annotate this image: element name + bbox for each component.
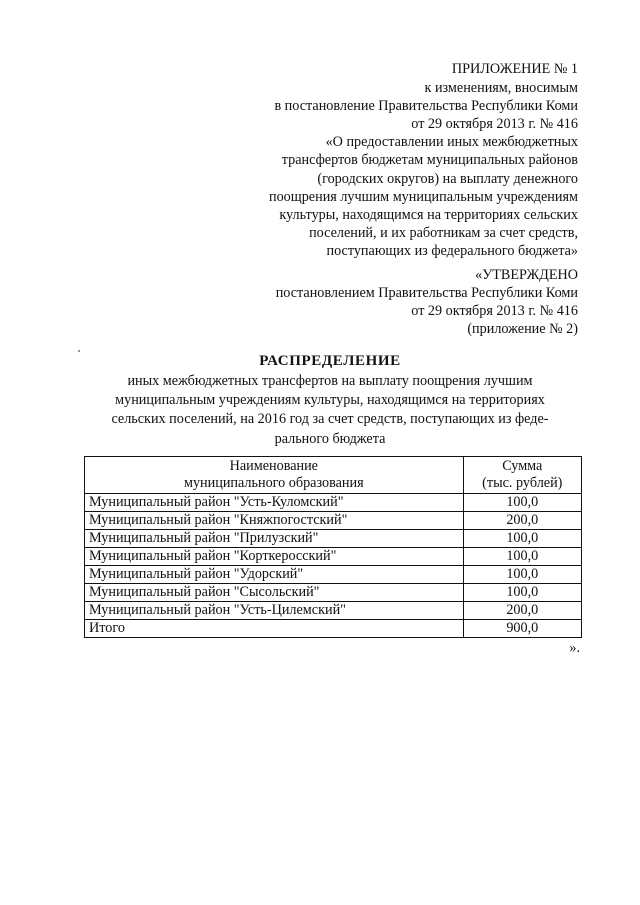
column-header-amount-line: Сумма [502,458,543,474]
total-amount-cell: 900,0 [463,620,581,638]
table-row [85,602,582,620]
closing-quote: ». [569,640,580,656]
row-amount-cell: 200,0 [463,512,581,530]
table-row [85,548,582,566]
heading-subtitle-line: иных межбюджетных трансфертов на выплату поощрения лучшим [127,373,533,389]
table-row [85,584,582,602]
row-amount-cell: 100,0 [463,548,581,566]
appendix-line: «О предоставлении иных межбюджетных [325,134,578,151]
appendix-line: культуры, находящимся на территориях сельских [279,206,578,223]
appendix-line: к изменениям, вносимым [424,80,578,97]
row-amount-cell: 100,0 [463,494,581,512]
column-header-amount [463,457,581,494]
column-header-amount-line: (тыс. рублей) [482,475,563,491]
table-row [85,566,582,584]
row-name-cell: Муниципальный район "Корткеросский" [85,548,464,566]
table-row [85,530,582,548]
heading-title: РАСПРЕДЕЛЕНИЕ [259,353,401,369]
approved-block [198,266,578,338]
column-header-name-line: муниципального образования [183,475,364,491]
row-name-cell: Муниципальный район "Прилузский" [85,530,464,548]
row-name-cell: Муниципальный район "Княжпогостский" [85,512,464,530]
approved-line: от 29 октября 2013 г. № 416 [411,303,578,320]
distribution-table [84,456,582,638]
table-row [85,512,582,530]
table-header-row [85,457,582,494]
row-name-cell: Муниципальный район "Усть-Цилемский" [85,602,464,620]
row-name-cell: Муниципальный район "Удорский" [85,566,464,584]
total-label-cell: Итого [85,620,464,638]
document-heading [80,352,580,448]
appendix-line: от 29 октября 2013 г. № 416 [411,116,578,133]
column-header-name-line: Наименование [229,458,318,474]
row-name-cell: Муниципальный район "Усть-Куломский" [85,494,464,512]
approved-line: постановлением Правительства Республики Коми [275,285,578,302]
table-row [85,494,582,512]
appendix-title: ПРИЛОЖЕНИЕ № 1 [451,61,578,77]
row-name-cell: Муниципальный район "Сысольский" [85,584,464,602]
appendix-line: поселений, и их работникам за счет средств, [309,224,578,241]
table-total-row [85,620,582,638]
row-amount-cell: 200,0 [463,602,581,620]
appendix-block [198,60,578,260]
appendix-line: поступающих из федерального бюджета» [326,242,578,259]
approved-line: «УТВЕРЖДЕНО [475,267,578,283]
heading-subtitle-line: муниципальным учреждениям культуры, находящимся на территориях [115,392,545,409]
appendix-line: трансфертов бюджетам муниципальных районов [281,152,578,169]
appendix-line: в постановление Правительства Республики Коми [274,98,578,115]
row-amount-cell: 100,0 [463,566,581,584]
approved-line: (приложение № 2) [467,321,578,338]
row-amount-cell: 100,0 [463,584,581,602]
appendix-line: (городских округов) на выплату денежного [317,170,578,187]
heading-subtitle-line: рального бюджета [274,430,386,447]
column-header-name [85,457,464,494]
appendix-line: поощрения лучшим муниципальным учреждениям [269,188,578,205]
row-amount-cell: 100,0 [463,530,581,548]
heading-subtitle-line: сельских поселений, на 2016 год за счет средств, поступающих из феде- [111,411,549,428]
